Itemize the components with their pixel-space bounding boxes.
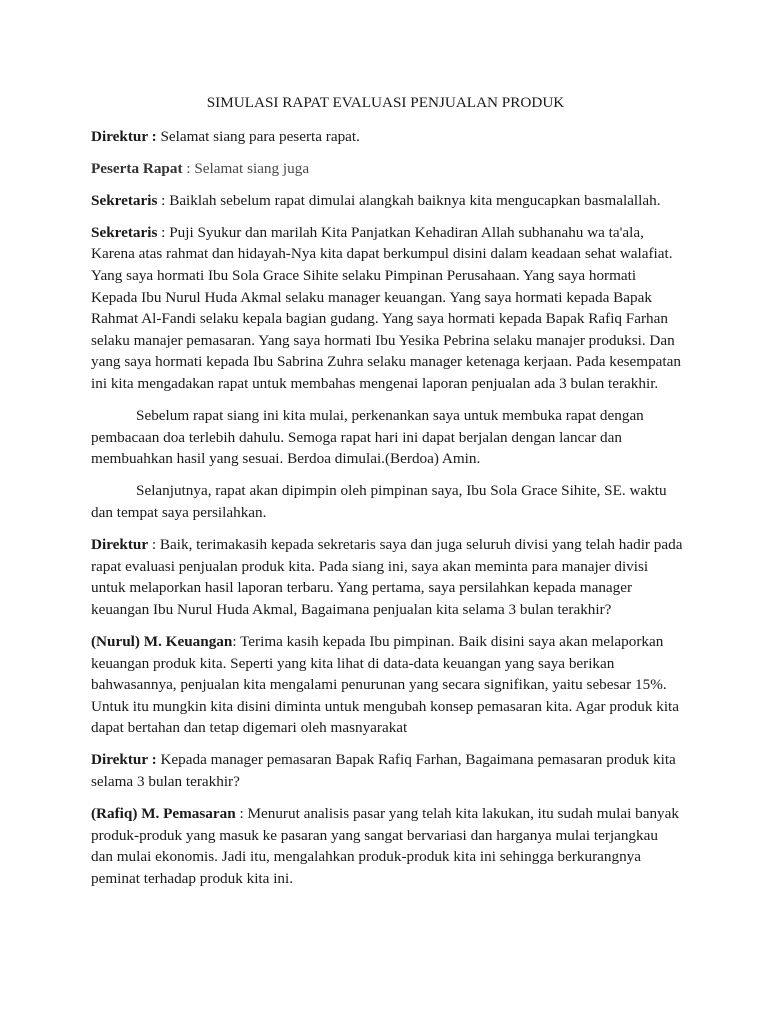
paragraph-handover xyxy=(91,480,680,523)
paragraph-line: Kepada Ibu Nurul Huda Akmal selaku manager keuangan. Yang saya hormati kepada Bapak xyxy=(91,288,652,306)
paragraph-text: Selamat siang para peserta rapat. xyxy=(156,127,360,145)
paragraph-line: dan tempat saya persilahkan. xyxy=(91,504,267,521)
speaker-label: Direktur : xyxy=(91,127,157,145)
paragraph-sekretaris-opening xyxy=(91,222,680,395)
speaker-label: (Rafiq) M. Pemasaran xyxy=(91,805,236,823)
paragraph-line: untuk melaporkan hasil laporan terbaru. Yang pertama, saya persilahkan kepada manager xyxy=(91,579,633,597)
paragraph-peserta-greeting xyxy=(91,158,680,180)
paragraph-line: membuahkan hasil yang sesuai. Berdoa dimulai.(Berdoa) Amin. xyxy=(91,450,481,468)
paragraph-line: selama 3 bulan terakhir? xyxy=(91,773,240,791)
paragraph-line: (Nurul) M. Keuangan: Terima kasih kepada Ibu pimpinan. Baik disini saya akan melaporkan xyxy=(91,632,664,650)
paragraph-direktur-greeting xyxy=(91,126,680,148)
paragraph-line: peminat terhadap produk kita ini. xyxy=(91,869,294,887)
paragraph-line: yang saya hormati kepada Ibu Sabrina Zuhra selaku manager ketenaga kerjaan. Pada kesempatan xyxy=(91,353,681,371)
paragraph-line: Yang saya hormati Ibu Sola Grace Sihite selaku Pimpinan Perusahaan. Yang saya hormati xyxy=(91,267,637,285)
paragraph-line: rapat evaluasi penjualan produk kita. Pada siang ini, saya akan meminta para manajer divisi xyxy=(91,557,649,575)
paragraph-line: bahwasannya, penjualan kita mengalami penurunan yang secara signifikan, yaitu sebesar 15%. xyxy=(91,676,667,694)
paragraph-text: : Selamat siang juga xyxy=(182,159,310,177)
speaker-label: Peserta Rapat xyxy=(91,159,183,177)
paragraph-text: : Baiklah sebelum rapat dimulai alangkah baiknya kita mengucapkan basmalallah. xyxy=(157,191,661,209)
document-title: SIMULASI RAPAT EVALUASI PENJUALAN PRODUK xyxy=(206,94,565,111)
speaker-label: Sekretaris xyxy=(91,191,158,209)
paragraph-direktur-request xyxy=(91,534,683,620)
paragraph-line: keuangan produk kita. Seperti yang kita lihat di data-data keuangan yang saya berikan xyxy=(91,654,615,672)
speaker-label: (Nurul) M. Keuangan xyxy=(91,632,233,650)
paragraph-direktur-pemasaran-question xyxy=(91,749,680,792)
speaker-label: Direktur : xyxy=(91,751,157,769)
paragraph-line: produk-produk yang masuk ke pasaran yang sangat bervariasi dan harganya mulai terjangkau xyxy=(91,826,658,844)
paragraph-line: Direktur : Baik, terimakasih kepada sekretaris saya dan juga seluruh divisi yang telah hadir pada xyxy=(91,536,683,554)
paragraph-line: selaku manajer pemasaran. Yang saya hormati Ibu Yesika Pebrina selaku manajer produksi. Dan xyxy=(91,331,675,349)
paragraph-sekretaris-basmalah xyxy=(91,190,680,212)
paragraph-prayer xyxy=(91,405,680,470)
paragraph-line: Selanjutnya, rapat akan dipimpin oleh pimpinan saya, Ibu Sola Grace Sihite, SE. waktu xyxy=(136,482,667,500)
paragraph-pemasaran-report xyxy=(91,803,680,889)
paragraph-line: Karena atas rahmat dan hidayah-Nya kita dapat berkumpul disini dalam keadaan sehat walafiat. xyxy=(91,245,673,263)
speaker-label: Sekretaris xyxy=(91,223,158,241)
paragraph-line: (Rafiq) M. Pemasaran : Menurut analisis pasar yang telah kita lakukan, itu sudah mulai banyak xyxy=(91,805,679,823)
paragraph-line: dapat bertahan dan tetap digemari oleh masnyarakat xyxy=(91,719,408,737)
paragraph-line: Sekretaris : Puji Syukur dan marilah Kita Panjatkan Kehadiran Allah subhanahu wa ta'ala, xyxy=(91,223,644,241)
paragraph-line: dan mulai ekonomis. Jadi itu, mengalahkan produk-produk kita ini sehingga berkurangnya xyxy=(91,848,641,866)
paragraph-line: ini kita mengadakan rapat untuk membahas mengenai laporan penjualan ada 3 bulan terakhir. xyxy=(91,375,659,393)
paragraph-line: Sebelum rapat siang ini kita mulai, perkenankan saya untuk membuka rapat dengan xyxy=(136,407,644,425)
paragraph-line: Direktur : Kepada manager pemasaran Bapak Rafiq Farhan, Bagaimana pemasaran produk kita xyxy=(91,751,676,769)
speaker-label: Direktur xyxy=(91,536,149,554)
paragraph-keuangan-report xyxy=(91,631,680,739)
paragraph-line: Rahmat Al-Fandi selaku kepala bagian gudang. Yang saya hormati kepada Bapak Rafiq Farhan xyxy=(91,310,668,328)
paragraph-line: Untuk itu mungkin kita disini diminta untuk mengubah konsep pemasaran kita. Agar produk kita xyxy=(91,697,680,715)
paragraph-line: pembacaan doa terlebih dahulu. Semoga rapat hari ini dapat berjalan dengan lancar dan xyxy=(91,428,622,446)
paragraph-line: keuangan Ibu Nurul Huda Akmal, Bagaimana penjualan kita selama 3 bulan terakhir? xyxy=(91,600,612,618)
